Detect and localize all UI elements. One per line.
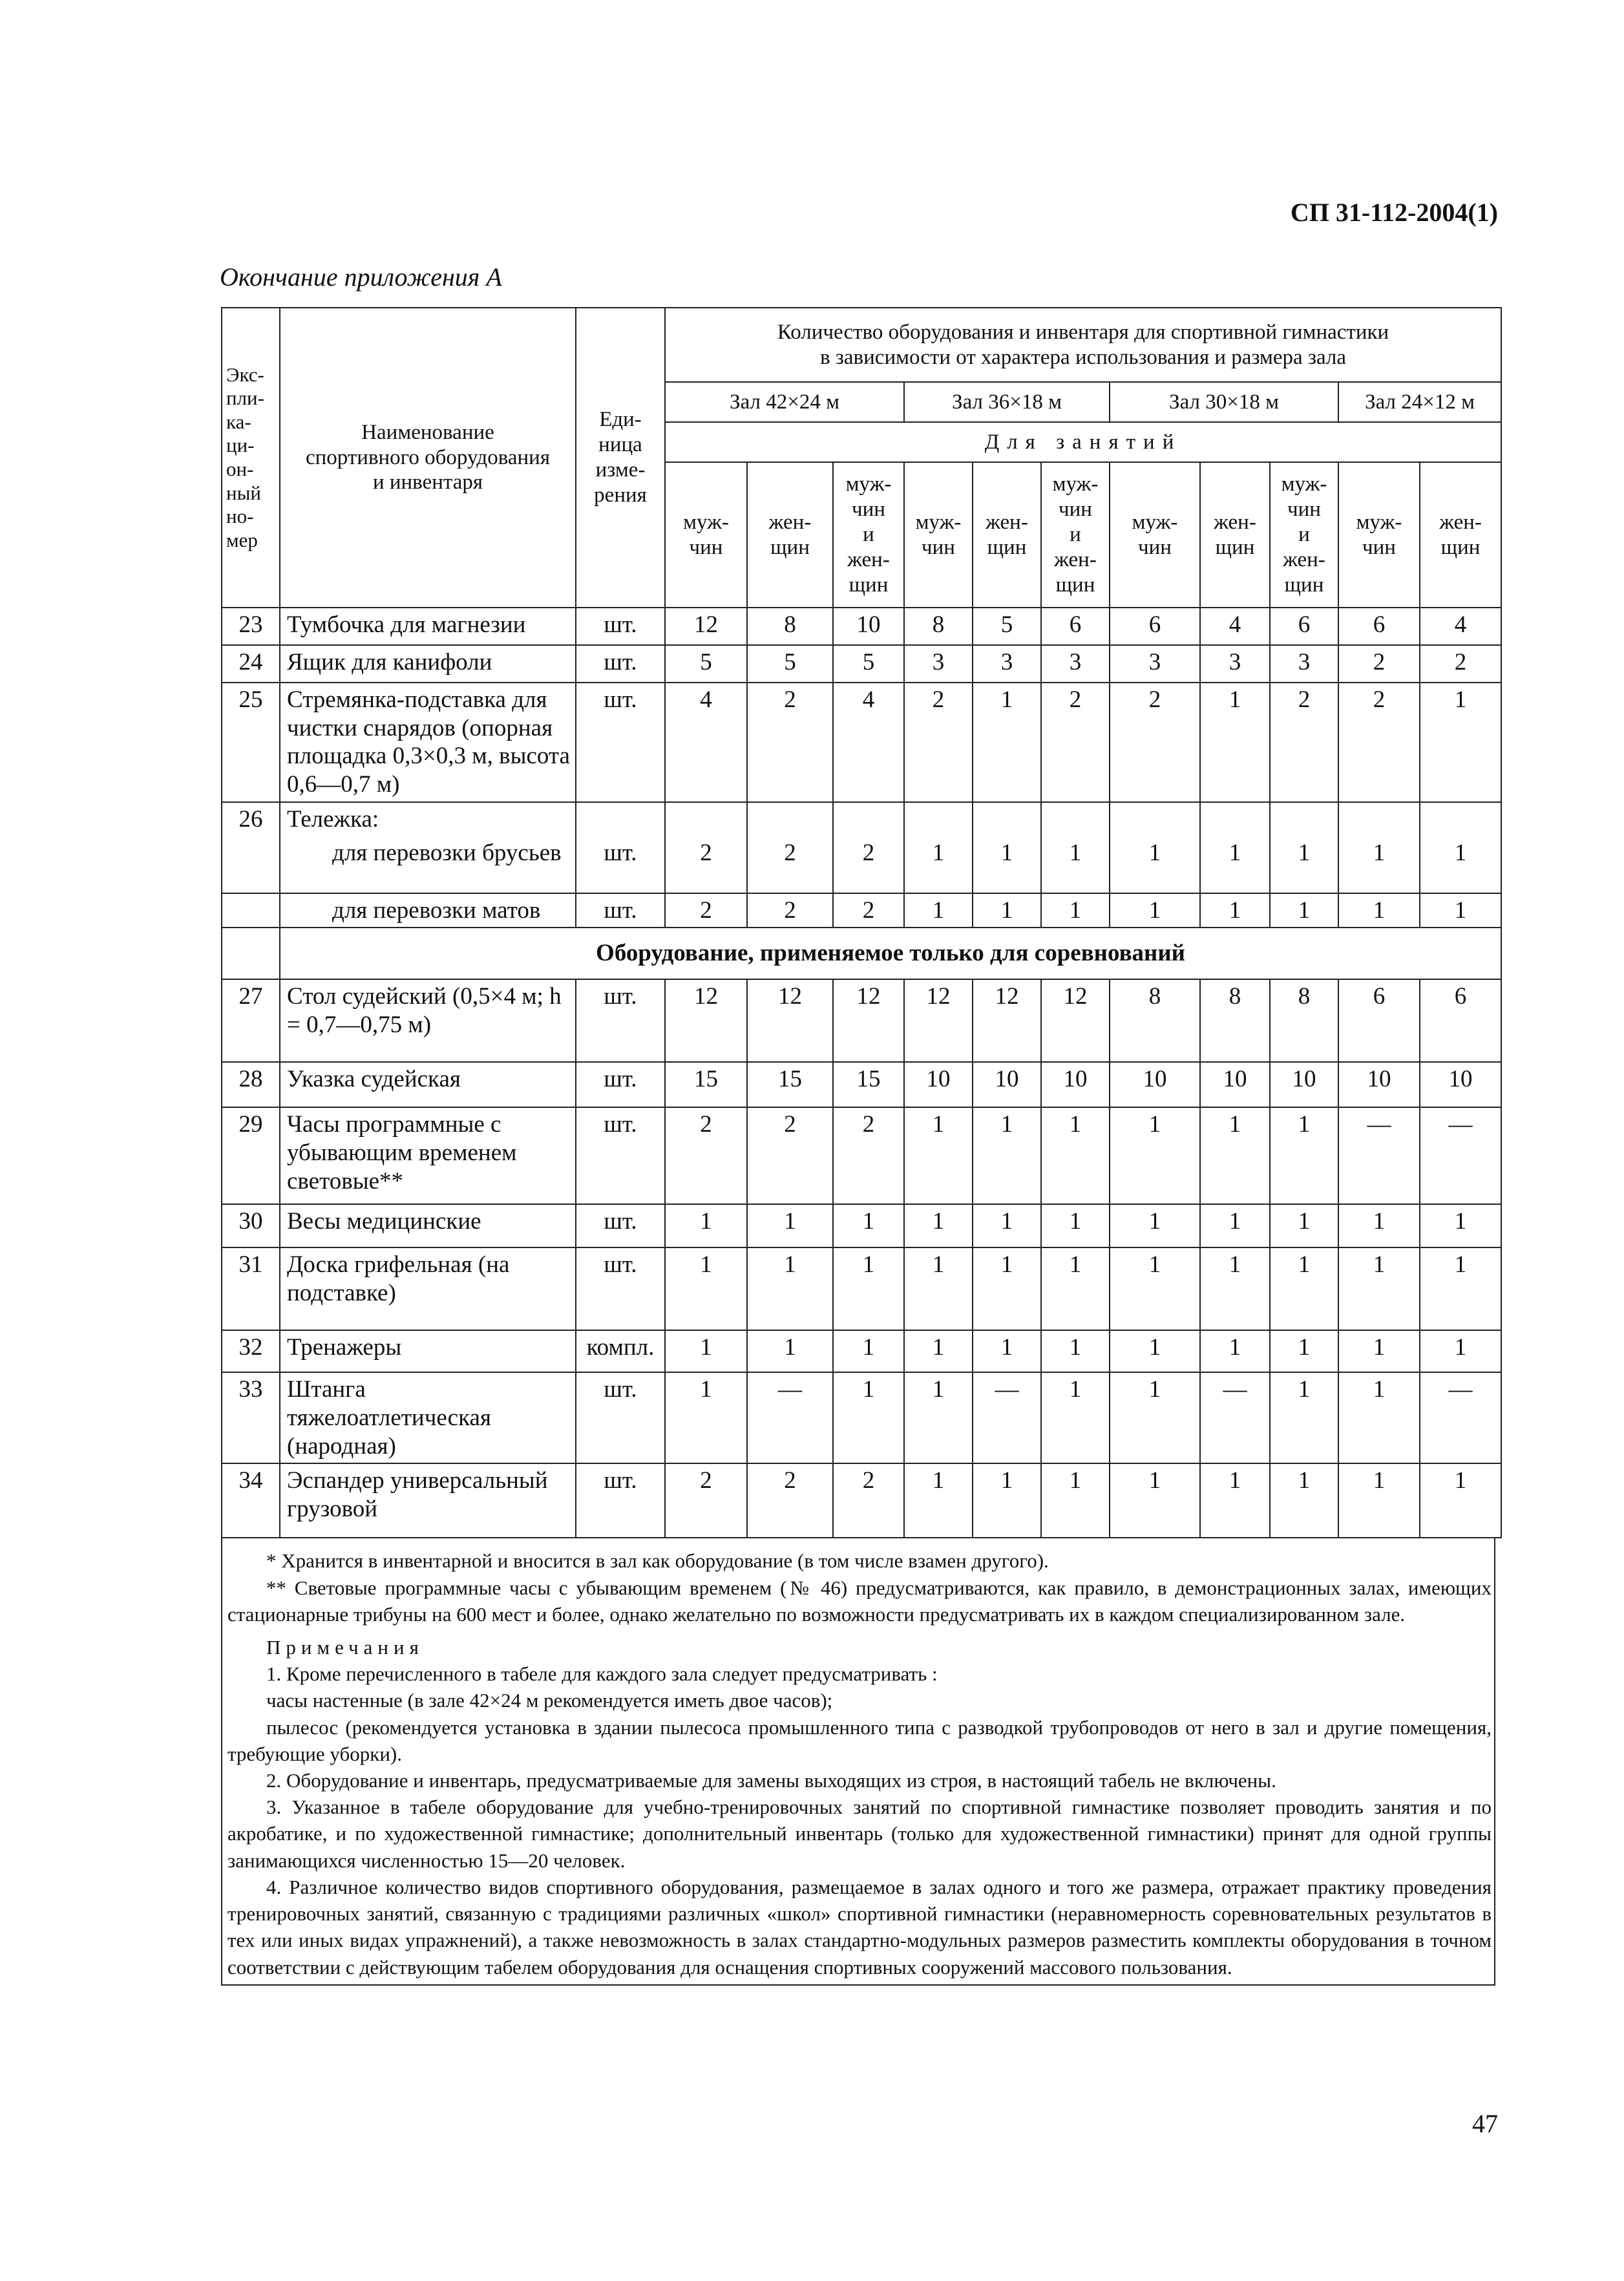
value-cell: 1: [904, 1204, 973, 1247]
value-cell: —: [1200, 1372, 1270, 1463]
table-row: [222, 1330, 1501, 1372]
value-cell: —: [973, 1372, 1041, 1463]
value-cell: 1: [1110, 836, 1200, 893]
value-cell: 8: [904, 608, 973, 645]
table-row: [222, 1463, 1501, 1538]
value-cell: [1200, 802, 1270, 836]
table-row: [222, 1204, 1501, 1247]
row-number: 27: [222, 979, 280, 1062]
value-cell: 1: [1338, 1463, 1420, 1538]
value-cell: —: [1338, 1107, 1420, 1204]
value-cell: 2: [665, 836, 747, 893]
value-cell: [747, 802, 833, 836]
value-cell: 1: [904, 836, 973, 893]
value-cell: 1: [973, 893, 1041, 928]
value-cell: 3: [1200, 645, 1270, 683]
value-cell: 6: [1041, 608, 1110, 645]
value-cell: 1: [1041, 1463, 1110, 1538]
unit-cell: шт.: [576, 1107, 665, 1204]
table-row: [222, 1062, 1501, 1107]
value-cell: 10: [1110, 1062, 1200, 1107]
table-row: [222, 1247, 1501, 1330]
note-1a: часы настенные (в зале 42×24 м рекомендуется иметь двое часов);: [266, 1689, 833, 1712]
row-number: 32: [222, 1330, 280, 1372]
value-cell: 1: [1420, 1330, 1501, 1372]
value-cell: 2: [1420, 645, 1501, 683]
table-row: [222, 893, 1501, 928]
item-name: Тренажеры: [280, 1330, 576, 1372]
value-cell: 10: [1041, 1062, 1110, 1107]
header-hall-1: Зал 42×24 м: [665, 382, 904, 422]
row-number: 30: [222, 1204, 280, 1247]
value-cell: 2: [665, 1463, 747, 1538]
value-cell: 1: [747, 1204, 833, 1247]
header-group: муж- чин и жен- щин: [833, 462, 904, 608]
value-cell: 2: [747, 836, 833, 893]
header-group: жен- щин: [973, 462, 1041, 608]
value-cell: 2: [833, 893, 904, 928]
section-row: [222, 928, 1501, 979]
value-cell: 2: [1338, 683, 1420, 802]
unit-cell: шт.: [576, 1247, 665, 1330]
header-name: Наименование спортивного оборудования и инвентаря: [280, 308, 576, 608]
value-cell: 2: [747, 893, 833, 928]
value-cell: 10: [1420, 1062, 1501, 1107]
value-cell: 1: [1270, 1247, 1338, 1330]
value-cell: 1: [973, 683, 1041, 802]
value-cell: —: [1420, 1107, 1501, 1204]
document-code: СП 31-112-2004(1): [1290, 198, 1498, 227]
item-name: Часы программные с убывающим временем световые**: [280, 1107, 576, 1204]
value-cell: 1: [904, 1247, 973, 1330]
value-cell: 2: [1110, 683, 1200, 802]
value-cell: 1: [833, 1372, 904, 1463]
value-cell: 1: [1270, 1463, 1338, 1538]
row-number: 26: [222, 802, 280, 893]
table-wrapper: [221, 307, 1495, 1986]
value-cell: 1: [1338, 1247, 1420, 1330]
header-hall-3: Зал 30×18 м: [1110, 382, 1338, 422]
row-number: 23: [222, 608, 280, 645]
value-cell: 1: [665, 1330, 747, 1372]
notes-block: [221, 1538, 1495, 1986]
value-cell: 1: [1041, 1107, 1110, 1204]
header-for-classes: Для занятий: [665, 422, 1501, 462]
table-row: [222, 683, 1501, 802]
note-2: 2. Оборудование и инвентарь, предусматриваемые для замены выходящих из строя, в настоящий табель не включены.: [266, 1769, 1276, 1792]
value-cell: 3: [1041, 645, 1110, 683]
header-group: муж- чин: [1338, 462, 1420, 608]
value-cell: 1: [1041, 1204, 1110, 1247]
value-cell: 5: [747, 645, 833, 683]
row-number: 28: [222, 1062, 280, 1107]
section-title: Оборудование, применяемое только для соревнований: [280, 928, 1501, 979]
unit-cell: шт.: [576, 836, 665, 893]
value-cell: [1041, 802, 1110, 836]
value-cell: 1: [1110, 1372, 1200, 1463]
value-cell: [904, 802, 973, 836]
value-cell: 1: [1270, 1330, 1338, 1372]
value-cell: 1: [1420, 1204, 1501, 1247]
value-cell: 6: [1110, 608, 1200, 645]
value-cell: 3: [973, 645, 1041, 683]
row-number: [222, 893, 280, 928]
value-cell: [1110, 802, 1200, 836]
item-name: Доска грифельная (на подставке): [280, 1247, 576, 1330]
value-cell: 1: [833, 1330, 904, 1372]
value-cell: 1: [973, 1247, 1041, 1330]
value-cell: 3: [1110, 645, 1200, 683]
value-cell: 1: [1420, 1463, 1501, 1538]
note-3: 3. Указанное в табеле оборудование для учебно-тренировочных занятий по спортивной гимнастике позволяет проводить занятия и по акробатике, и по художественной гимнастике; дополнительный инвентарь (только для художественной гимнастики) принят для одной группы занимающихся численностью 15—20 человек.: [227, 1796, 1492, 1872]
row-number: 25: [222, 683, 280, 802]
unit-cell: шт.: [576, 1062, 665, 1107]
value-cell: 1: [1110, 893, 1200, 928]
value-cell: 10: [1338, 1062, 1420, 1107]
value-cell: 2: [833, 836, 904, 893]
value-cell: 8: [1200, 979, 1270, 1062]
value-cell: 1: [1420, 893, 1501, 928]
value-cell: 1: [973, 836, 1041, 893]
item-subname: для перевозки брусьев: [280, 836, 576, 893]
table-row: [222, 836, 1501, 893]
appendix-title: Окончание приложения А: [220, 262, 502, 292]
header-group: муж- чин и жен- щин: [1270, 462, 1338, 608]
header-unit: Еди- ница изме- рения: [576, 308, 665, 608]
value-cell: 12: [747, 979, 833, 1062]
item-name: Весы медицинские: [280, 1204, 576, 1247]
value-cell: 1: [1270, 1204, 1338, 1247]
unit-cell: компл.: [576, 1330, 665, 1372]
value-cell: 1: [1200, 836, 1270, 893]
unit-cell: шт.: [576, 1204, 665, 1247]
unit-cell: шт.: [576, 645, 665, 683]
unit-cell: шт.: [576, 893, 665, 928]
value-cell: 1: [1338, 1372, 1420, 1463]
unit-cell: шт.: [576, 1372, 665, 1463]
value-cell: 1: [1200, 893, 1270, 928]
item-subname: для перевозки матов: [280, 893, 576, 928]
value-cell: 1: [1110, 1247, 1200, 1330]
value-cell: 1: [1200, 683, 1270, 802]
value-cell: 1: [973, 1330, 1041, 1372]
value-cell: 6: [1270, 608, 1338, 645]
value-cell: 1: [1420, 683, 1501, 802]
value-cell: 6: [1338, 979, 1420, 1062]
value-cell: 1: [833, 1247, 904, 1330]
item-name: Стол судейский (0,5×4 м; h = 0,7—0,75 м): [280, 979, 576, 1062]
value-cell: 1: [1200, 1247, 1270, 1330]
value-cell: 1: [1110, 1107, 1200, 1204]
value-cell: —: [1420, 1372, 1501, 1463]
item-name: Ящик для канифоли: [280, 645, 576, 683]
value-cell: 2: [747, 1107, 833, 1204]
row-number: 33: [222, 1372, 280, 1463]
value-cell: 6: [1420, 979, 1501, 1062]
header-group: муж- чин: [904, 462, 973, 608]
row-number: 31: [222, 1247, 280, 1330]
value-cell: [1270, 802, 1338, 836]
value-cell: 10: [973, 1062, 1041, 1107]
value-cell: 1: [1420, 1247, 1501, 1330]
value-cell: 2: [665, 1107, 747, 1204]
value-cell: [665, 802, 747, 836]
item-name: Указка судейская: [280, 1062, 576, 1107]
value-cell: 1: [1270, 836, 1338, 893]
note-4: 4. Различное количество видов спортивного оборудования, размещаемое в залах одного и того же размера, отражает практику проведения тренировочных занятий, связанную с традициями различных «школ» спортивной гимнастики (неравномерность соревновательных результатов в тех или иных видах упражнений), а также невозможность в залах стандартно-модульных размеров разместить комплекты оборудования в точном соответствии с действующим табелем оборудования для оснащения спортивных сооружений массового пользования.: [227, 1875, 1492, 1979]
value-cell: 3: [1270, 645, 1338, 683]
value-cell: 12: [665, 979, 747, 1062]
value-cell: 6: [1338, 608, 1420, 645]
footnote-1: * Хранится в инвентарной и вносится в зал как оборудование (в том числе взамен другого).: [266, 1549, 1049, 1573]
header-group: муж- чин: [1110, 462, 1200, 608]
value-cell: [973, 802, 1041, 836]
value-cell: 5: [833, 645, 904, 683]
item-name: Тумбочка для магнезии: [280, 608, 576, 645]
table-row: [222, 645, 1501, 683]
value-cell: 2: [747, 683, 833, 802]
value-cell: 1: [904, 1107, 973, 1204]
value-cell: 1: [665, 1372, 747, 1463]
header-group: муж- чин и жен- щин: [1041, 462, 1110, 608]
value-cell: [833, 802, 904, 836]
value-cell: 1: [904, 893, 973, 928]
value-cell: 10: [904, 1062, 973, 1107]
value-cell: 5: [665, 645, 747, 683]
unit-cell: шт.: [576, 608, 665, 645]
value-cell: 1: [1110, 1463, 1200, 1538]
value-cell: 8: [1270, 979, 1338, 1062]
header-group: жен- щин: [1420, 462, 1501, 608]
value-cell: 2: [665, 893, 747, 928]
header-group: муж- чин: [665, 462, 747, 608]
note-1: 1. Кроме перечисленного в табеле для каждого зала следует предусматривать :: [266, 1662, 938, 1686]
table-row: [222, 1107, 1501, 1204]
row-number: [222, 928, 280, 979]
value-cell: 4: [1420, 608, 1501, 645]
table-row: [222, 979, 1501, 1062]
value-cell: 1: [1338, 893, 1420, 928]
table-row: [222, 608, 1501, 645]
value-cell: 1: [1200, 1107, 1270, 1204]
value-cell: 1: [1041, 893, 1110, 928]
value-cell: 1: [1270, 1107, 1338, 1204]
value-cell: 1: [1200, 1330, 1270, 1372]
value-cell: 2: [833, 1463, 904, 1538]
value-cell: 2: [1041, 683, 1110, 802]
value-cell: 1: [1041, 1247, 1110, 1330]
value-cell: 1: [904, 1372, 973, 1463]
value-cell: 8: [747, 608, 833, 645]
equipment-table: [221, 307, 1502, 1538]
value-cell: 2: [1338, 645, 1420, 683]
header-number: Экс- пли- ка- ци- он- ный но- мер: [222, 308, 280, 608]
value-cell: 1: [747, 1247, 833, 1330]
value-cell: 10: [1270, 1062, 1338, 1107]
value-cell: 1: [973, 1204, 1041, 1247]
value-cell: 1: [1110, 1330, 1200, 1372]
unit-cell: шт.: [576, 1463, 665, 1538]
value-cell: 1: [973, 1107, 1041, 1204]
row-number: 34: [222, 1463, 280, 1538]
value-cell: 2: [747, 1463, 833, 1538]
value-cell: 4: [665, 683, 747, 802]
value-cell: 1: [1041, 836, 1110, 893]
value-cell: 15: [833, 1062, 904, 1107]
value-cell: 1: [1200, 1463, 1270, 1538]
value-cell: 3: [904, 645, 973, 683]
value-cell: 1: [833, 1204, 904, 1247]
value-cell: 1: [1338, 836, 1420, 893]
value-cell: 1: [1420, 836, 1501, 893]
item-name: Тележка:: [280, 802, 576, 836]
value-cell: 12: [904, 979, 973, 1062]
value-cell: 4: [1200, 608, 1270, 645]
value-cell: 1: [1041, 1330, 1110, 1372]
unit-cell: [576, 802, 665, 836]
unit-cell: шт.: [576, 683, 665, 802]
value-cell: 4: [833, 683, 904, 802]
row-number: 29: [222, 1107, 280, 1204]
value-cell: 1: [1270, 1372, 1338, 1463]
notes-heading: Примечания: [266, 1635, 424, 1659]
item-name: Стремянка-подставка для чистки снарядов (опорная площадка 0,3×0,3 м, высота 0,6—0,7 м): [280, 683, 576, 802]
item-name: Штанга тяжелоатлетическая (народная): [280, 1372, 576, 1463]
value-cell: 1: [1041, 1372, 1110, 1463]
value-cell: [1420, 802, 1501, 836]
footnote-2: ** Световые программные часы с убывающим временем (№ 46) предусматриваются, как правило, в демонстрационных залах, имеющих стационарные трибуны на 600 мест и более, однако желательно по возможности предусматривать их в каждом специализированном зале.: [227, 1576, 1492, 1626]
row-number: 24: [222, 645, 280, 683]
note-1b: пылесос (рекомендуется установка в здании пылесоса промышленного типа с разводкой трубопроводов от него в зал и другие помещения, требующие уборки).: [227, 1715, 1492, 1765]
header-quantity: Количество оборудования и инвентаря для спортивной гимнастики в зависимости от характера использования и размера зала: [665, 308, 1501, 382]
value-cell: 12: [665, 608, 747, 645]
table-row: [222, 802, 1501, 836]
header-hall-4: Зал 24×12 м: [1338, 382, 1501, 422]
value-cell: 15: [747, 1062, 833, 1107]
value-cell: [1338, 802, 1420, 836]
header-group: жен- щин: [747, 462, 833, 608]
value-cell: 1: [665, 1204, 747, 1247]
page-number: 47: [1472, 2109, 1498, 2138]
unit-cell: шт.: [576, 979, 665, 1062]
value-cell: 1: [747, 1330, 833, 1372]
value-cell: 10: [833, 608, 904, 645]
value-cell: 1: [904, 1463, 973, 1538]
value-cell: —: [747, 1372, 833, 1463]
value-cell: 1: [1338, 1204, 1420, 1247]
value-cell: 1: [1200, 1204, 1270, 1247]
value-cell: 2: [904, 683, 973, 802]
value-cell: 12: [973, 979, 1041, 1062]
value-cell: 2: [1270, 683, 1338, 802]
value-cell: 8: [1110, 979, 1200, 1062]
value-cell: 1: [665, 1247, 747, 1330]
value-cell: 5: [973, 608, 1041, 645]
value-cell: 2: [833, 1107, 904, 1204]
value-cell: 1: [973, 1463, 1041, 1538]
value-cell: 15: [665, 1062, 747, 1107]
value-cell: 12: [1041, 979, 1110, 1062]
value-cell: 10: [1200, 1062, 1270, 1107]
value-cell: 1: [904, 1330, 973, 1372]
header-hall-2: Зал 36×18 м: [904, 382, 1110, 422]
item-name: Эспандер универсальный грузовой: [280, 1463, 576, 1538]
header-group: жен- щин: [1200, 462, 1270, 608]
value-cell: 1: [1110, 1204, 1200, 1247]
value-cell: 12: [833, 979, 904, 1062]
value-cell: 1: [1270, 893, 1338, 928]
value-cell: 1: [1338, 1330, 1420, 1372]
table-row: [222, 1372, 1501, 1463]
